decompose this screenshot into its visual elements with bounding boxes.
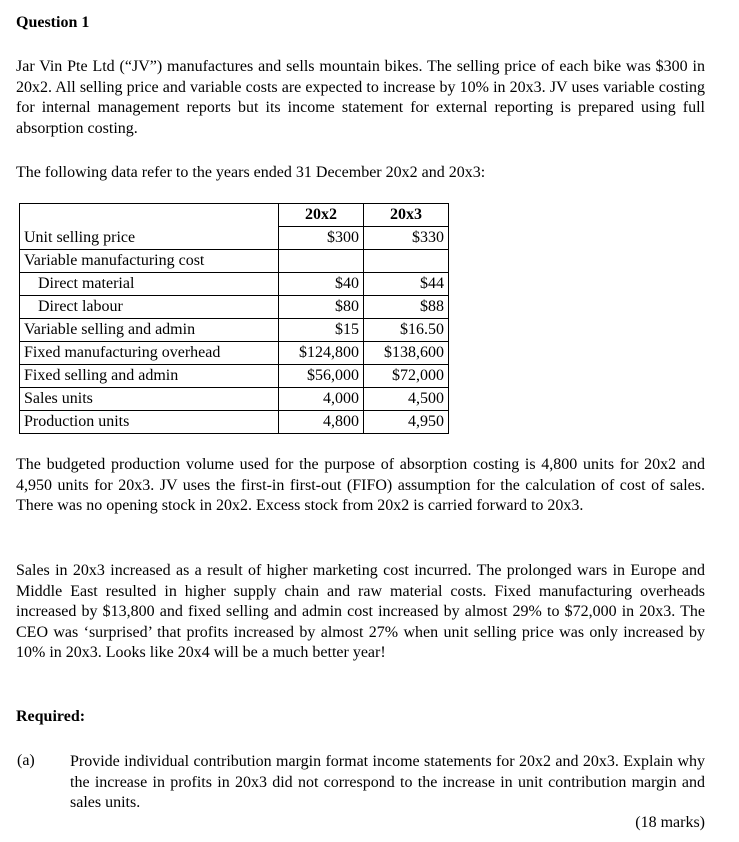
table-row [20, 296, 449, 319]
row-value-20x2: 4,800 [279, 411, 364, 434]
header-blank-cell [20, 204, 279, 227]
row-value-20x3 [364, 250, 449, 273]
row-label: Direct material [20, 273, 279, 296]
part-a-label: (a) [17, 752, 35, 769]
row-value-20x3: 4,500 [364, 388, 449, 411]
row-value-20x2: 4,000 [279, 388, 364, 411]
row-value-20x3: $88 [364, 296, 449, 319]
table-row [20, 342, 449, 365]
table-row [20, 365, 449, 388]
marks-allocation: (18 marks) [635, 814, 705, 831]
row-value-20x3: $16.50 [364, 319, 449, 342]
row-label: Fixed selling and admin [20, 365, 279, 388]
row-value-20x2 [279, 250, 364, 273]
row-label: Unit selling price [20, 227, 279, 250]
context-paragraph: Sales in 20x3 increased as a result of higher marketing cost incurred. The prolonged wars in Europe and Middle East resulted in higher supply chain and raw material costs. Fixed manufacturing overheads increased by $13,800 and fixed selling and admin cost increased by almost 29% to $72,000 in 20x3. The CEO was ‘surprised’ that profits increased by almost 27% when unit selling price was only increased by 10% in 20x3. Looks like 20x4 will be a much better year! [16, 562, 705, 661]
cost-data-table [19, 203, 449, 434]
header-20x2: 20x2 [279, 204, 364, 227]
table-row [20, 227, 449, 250]
row-label: Direct labour [20, 296, 279, 319]
row-value-20x2: $124,800 [279, 342, 364, 365]
row-value-20x3: $330 [364, 227, 449, 250]
table-row [20, 250, 449, 273]
intro-paragraph: Jar Vin Pte Ltd (“JV”) manufactures and sells mountain bikes. The selling price of each bike was $300 in 20x2. All selling price and variable costs are expected to increase by 10% in 20x3. JV uses variable costing for internal management reports but its income statement for external reporting is prepared using full absorption costing. [16, 58, 705, 137]
table-header-row [20, 204, 449, 227]
header-20x3: 20x3 [364, 204, 449, 227]
row-label: Sales units [20, 388, 279, 411]
row-label: Variable selling and admin [20, 319, 279, 342]
question-heading: Question 1 [16, 14, 90, 31]
row-value-20x3: $138,600 [364, 342, 449, 365]
row-value-20x2: $80 [279, 296, 364, 319]
table-row [20, 273, 449, 296]
row-label: Production units [20, 411, 279, 434]
row-value-20x2: $40 [279, 273, 364, 296]
row-label: Variable manufacturing cost [20, 250, 279, 273]
row-value-20x2: $56,000 [279, 365, 364, 388]
required-heading: Required: [16, 708, 86, 725]
part-a-text: Provide individual contribution margin format income statements for 20x2 and 20x3. Explain why the increase in profits in 20x3 did not correspond to the increase in unit contribution margin and sales units. [70, 753, 705, 811]
data-intro-paragraph: The following data refer to the years ended 31 December 20x2 and 20x3: [16, 164, 486, 181]
row-value-20x3: 4,950 [364, 411, 449, 434]
row-value-20x3: $72,000 [364, 365, 449, 388]
table-row [20, 411, 449, 434]
row-value-20x2: $15 [279, 319, 364, 342]
row-value-20x3: $44 [364, 273, 449, 296]
table-row [20, 388, 449, 411]
budget-paragraph: The budgeted production volume used for the purpose of absorption costing is 4,800 units for 20x2 and 4,950 units for 20x3. JV uses the first-in first-out (FIFO) assumption for the calculation of cost of sales. There was no opening stock in 20x2. Excess stock from 20x2 is carried forward to 20x3. [16, 456, 705, 514]
row-label: Fixed manufacturing overhead [20, 342, 279, 365]
table-row [20, 319, 449, 342]
row-value-20x2: $300 [279, 227, 364, 250]
